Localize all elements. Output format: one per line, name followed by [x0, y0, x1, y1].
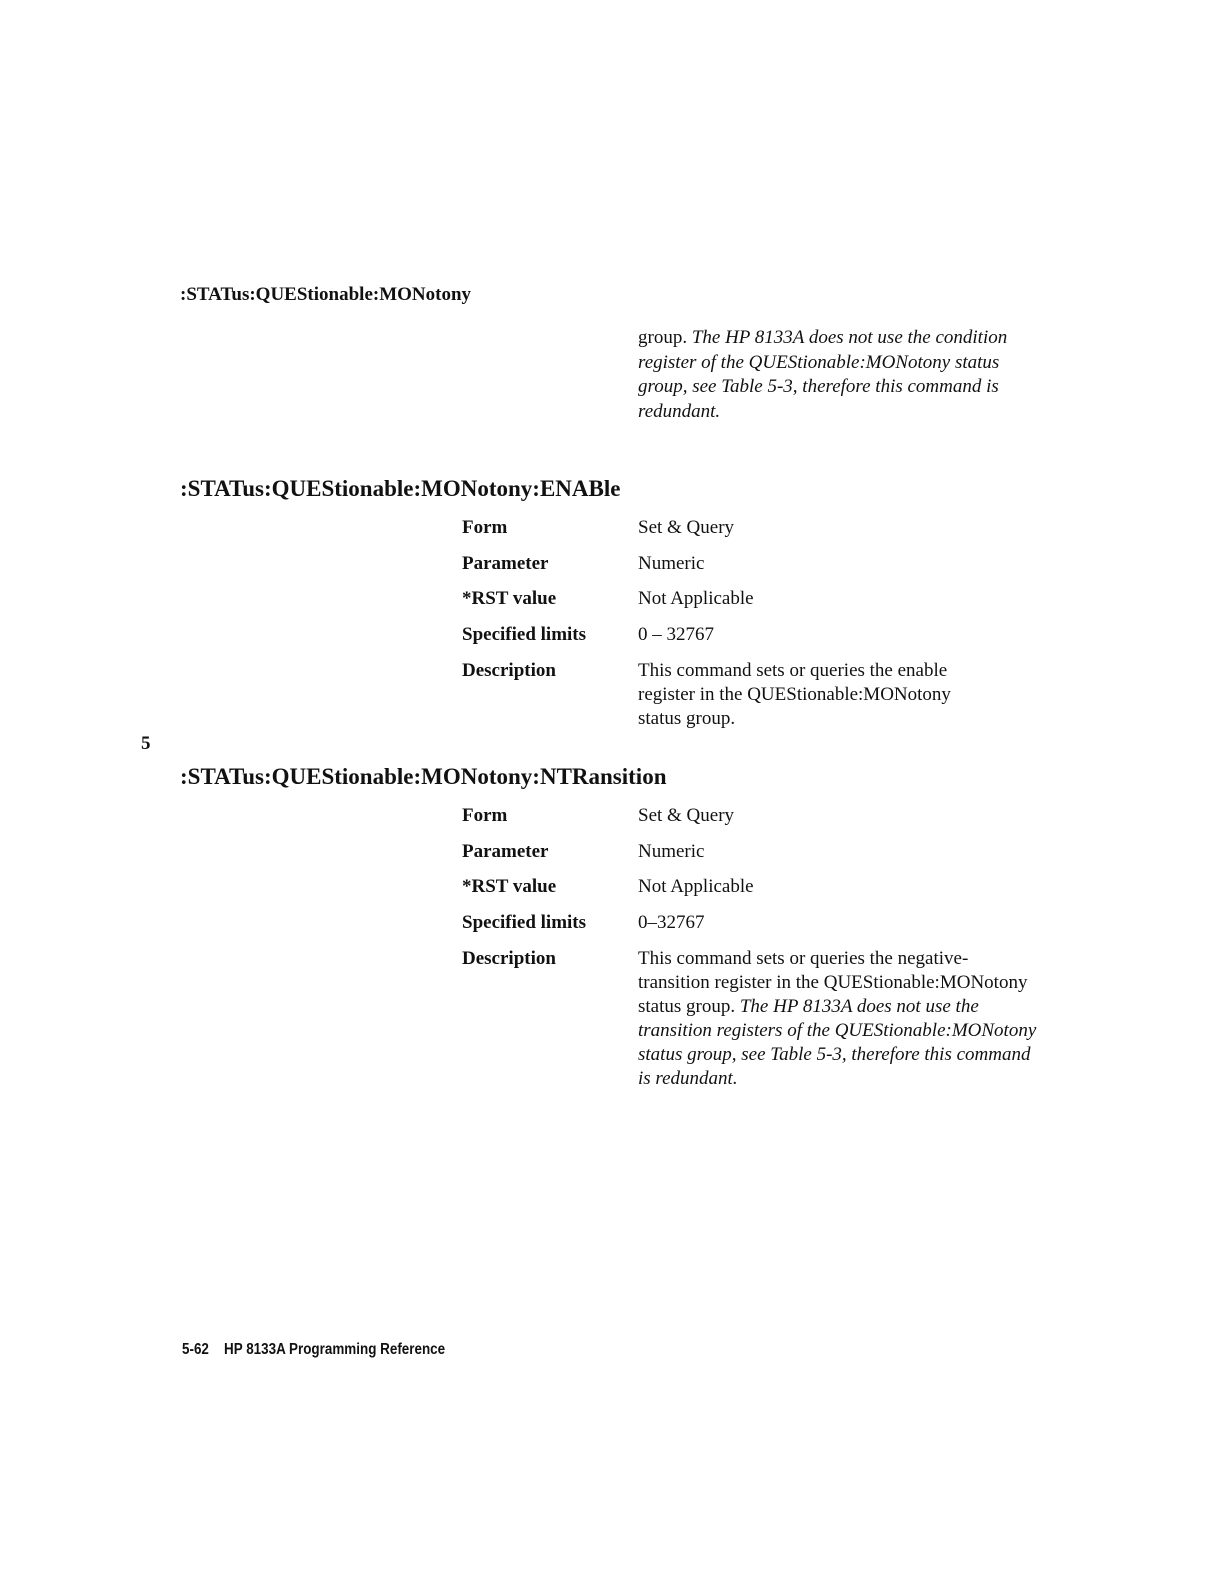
row-specified-limits [462, 623, 1042, 659]
continued-description [638, 326, 1038, 424]
section-title-enable: :STATus:QUEStionable:MONotony:ENABle [180, 476, 621, 501]
value-parameter: Numeric [638, 553, 705, 574]
continued-text: group. [638, 327, 688, 348]
label-description: Description [462, 660, 556, 681]
value-rst-value: Not Applicable [638, 588, 754, 609]
label-parameter: Parameter [462, 553, 549, 574]
description-note: The HP 8133A does not use the transition registers of the QUEStionable:MONotony status group, see Table 5-3, therefore this command is redundant. [638, 996, 1037, 1089]
value-parameter: Numeric [638, 841, 705, 862]
running-head: :STATus:QUEStionable:MONotony [180, 284, 472, 305]
value-specified-limits: 0 – 32767 [638, 624, 714, 645]
label-rst-value: *RST value [462, 876, 557, 897]
row-parameter [462, 552, 1042, 587]
label-form: Form [462, 517, 508, 538]
label-specified-limits: Specified limits [462, 912, 587, 933]
manual-title: HP 8133A Programming Reference [224, 1341, 446, 1358]
value-description [638, 947, 1038, 1091]
chapter-tab-marker: 5 [141, 733, 151, 754]
value-form: Set & Query [638, 805, 735, 826]
continued-note: The HP 8133A does not use the condition register of the QUEStionable:MONotony status group, see Table 5-3, therefore this command is redundant. [638, 327, 1008, 422]
page-number: 5-62 [182, 1341, 209, 1358]
value-description: This command sets or queries the enable register in the QUEStionable:MONotony status group. [638, 660, 951, 729]
row-description [462, 659, 1042, 731]
properties-table-ntransition [462, 804, 1042, 1091]
row-description [462, 947, 1042, 1091]
value-specified-limits: 0–32767 [638, 912, 705, 933]
value-form: Set & Query [638, 517, 735, 538]
label-form: Form [462, 805, 508, 826]
value-rst-value: Not Applicable [638, 876, 754, 897]
row-parameter [462, 840, 1042, 875]
row-specified-limits [462, 911, 1042, 947]
label-specified-limits: Specified limits [462, 624, 587, 645]
label-description: Description [462, 948, 556, 969]
row-form [462, 804, 1042, 840]
page-footer [182, 1341, 445, 1359]
row-rst-value [462, 587, 1042, 623]
label-parameter: Parameter [462, 841, 549, 862]
row-rst-value [462, 875, 1042, 911]
properties-table-enable [462, 516, 1042, 731]
description-text: This command sets or queries the negative-transition register in the QUEStionable:MONotony status group. [638, 948, 1028, 1017]
label-rst-value: *RST value [462, 588, 557, 609]
section-title-ntransition: :STATus:QUEStionable:MONotony:NTRansition [180, 764, 667, 789]
row-form [462, 516, 1042, 552]
